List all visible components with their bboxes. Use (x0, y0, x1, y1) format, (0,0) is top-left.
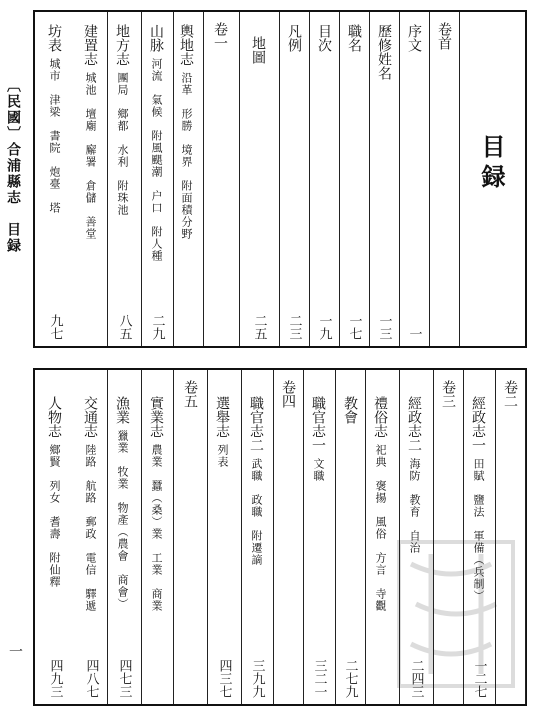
entry-subtopics: 列表 (216, 444, 229, 468)
entry-page: 三九九 (249, 659, 265, 698)
toc-entry (75, 12, 108, 346)
entry-subtopics: 陸路 航路 郵政 電信 驛遞 (84, 444, 97, 612)
entry-title: 輿地志 (178, 24, 194, 66)
toc-col-juan-4 (273, 370, 304, 704)
toc-col-juan-2 (495, 370, 526, 704)
juan-label: 卷一 (212, 22, 228, 50)
toc-entry (365, 370, 400, 704)
juan-label: 卷二 (502, 380, 518, 408)
toc-panel-top (33, 10, 527, 348)
entry-page: 一三 (376, 314, 392, 340)
toc-entry (335, 370, 366, 704)
entry-title: 經政志一 (470, 396, 486, 452)
entry-page: 一七 (346, 314, 362, 340)
entry-title: 地方志 (114, 24, 130, 66)
entry-page: 四八七 (83, 659, 99, 698)
page-number: 一 (7, 644, 23, 658)
entry-title: 地圖 (250, 36, 266, 64)
toc-entry (107, 12, 142, 346)
toc-entry (141, 12, 174, 346)
entry-page: 三二一 (311, 659, 327, 698)
toc-entry (207, 370, 242, 704)
toc-entry (399, 12, 430, 346)
entry-title: 目次 (316, 24, 332, 52)
toc-entry (141, 370, 174, 704)
juan-label: 卷三 (440, 380, 456, 408)
entry-title: 歷修姓名 (376, 24, 392, 80)
entry-title: 人物志 (46, 396, 62, 438)
entry-page: 二五 (251, 314, 267, 340)
entry-page: 二三 (286, 314, 302, 340)
toc-col-juan-5 (173, 370, 208, 704)
entry-subtopics: 田賦 鹽法 軍備（兵制） (472, 458, 485, 602)
toc-entry (279, 12, 310, 346)
entry-title: 建置志 (82, 24, 98, 66)
entry-title: 漁業 (114, 396, 130, 424)
entry-page: 四九三 (47, 659, 63, 698)
juan-label: 卷四 (280, 380, 296, 408)
entry-title: 實業志 (148, 396, 164, 438)
entry-title: 山脉 (148, 24, 164, 52)
toc-entry (173, 12, 204, 346)
entry-subtopics: 沿革 形勝 境界 附面積分野 (180, 72, 193, 240)
entry-subtopics: 武職 政職 附遷謫 (250, 458, 263, 566)
entry-page: 一九 (316, 314, 332, 340)
entry-subtopics: 祀典 褒揚 風俗 方言 寺觀 (374, 444, 387, 612)
entry-page: 一 (406, 327, 422, 340)
entry-page: 二九 (149, 314, 165, 340)
page-title: 目録 (477, 134, 506, 194)
entry-title: 職名 (346, 24, 362, 52)
toc-entry (35, 12, 75, 346)
juan-label: 卷首 (436, 22, 452, 50)
entry-page: 一二七 (471, 659, 487, 698)
entry-page: 二七九 (342, 659, 358, 698)
entry-title: 職官志一 (310, 396, 326, 452)
toc-col-juan-1 (203, 12, 240, 346)
toc-entry (309, 12, 340, 346)
entry-title: 交通志 (82, 396, 98, 438)
entry-title: 職官志二 (248, 396, 264, 452)
toc-entry (303, 370, 336, 704)
entry-title: 選舉志 (214, 396, 230, 438)
entry-subtopics: 團局 鄉都 水利 附珠池 (116, 72, 129, 216)
entry-subtopics: 鄉賢 列女 耆壽 附仙釋 (48, 444, 61, 588)
toc-entry (75, 370, 108, 704)
entry-title: 凡例 (286, 24, 302, 52)
toc-entry (107, 370, 142, 704)
toc-col-juan-3 (433, 370, 464, 704)
entry-page: 四七三 (116, 659, 132, 698)
entry-page: 八五 (116, 314, 132, 340)
entry-subtopics: 城池 壇廟 廨署 倉儲 善堂 (84, 72, 97, 240)
entry-subtopics: 獵業 牧業 物產（農會 商會） (116, 430, 129, 610)
entry-title: 教會 (342, 396, 358, 424)
toc-entry (35, 370, 75, 704)
entry-subtopics: 海防 教育 自治 (408, 458, 421, 554)
entry-title: 經政志二 (406, 396, 422, 452)
side-title: 〔民國〕合浦縣志 目録 (5, 78, 21, 254)
toc-entry (369, 12, 400, 346)
entry-title: 坊表 (46, 24, 62, 52)
toc-panel-bottom (33, 368, 527, 706)
toc-entry (399, 370, 434, 704)
entry-page: 九七 (47, 314, 63, 340)
entry-title: 禮俗志 (372, 396, 388, 438)
entry-subtopics: 河流 氣候 附風颶潮 户口 附人種 (150, 58, 163, 262)
toc-entry (339, 12, 370, 346)
entry-title: 序文 (406, 24, 422, 52)
entry-page: 二四三 (408, 659, 424, 698)
entry-page: 四三七 (216, 659, 232, 698)
entry-subtopics: 農業 蠶（桑）業 工業 商業 (150, 444, 163, 612)
toc-entry (241, 370, 274, 704)
toc-col-juan-shou (429, 12, 460, 346)
toc-entry (463, 370, 496, 704)
entry-subtopics: 文職 (312, 458, 325, 482)
toc-entry (239, 12, 280, 346)
juan-label: 卷五 (182, 380, 198, 408)
entry-subtopics: 城市 津梁 書院 炮臺 塔 (48, 58, 61, 214)
